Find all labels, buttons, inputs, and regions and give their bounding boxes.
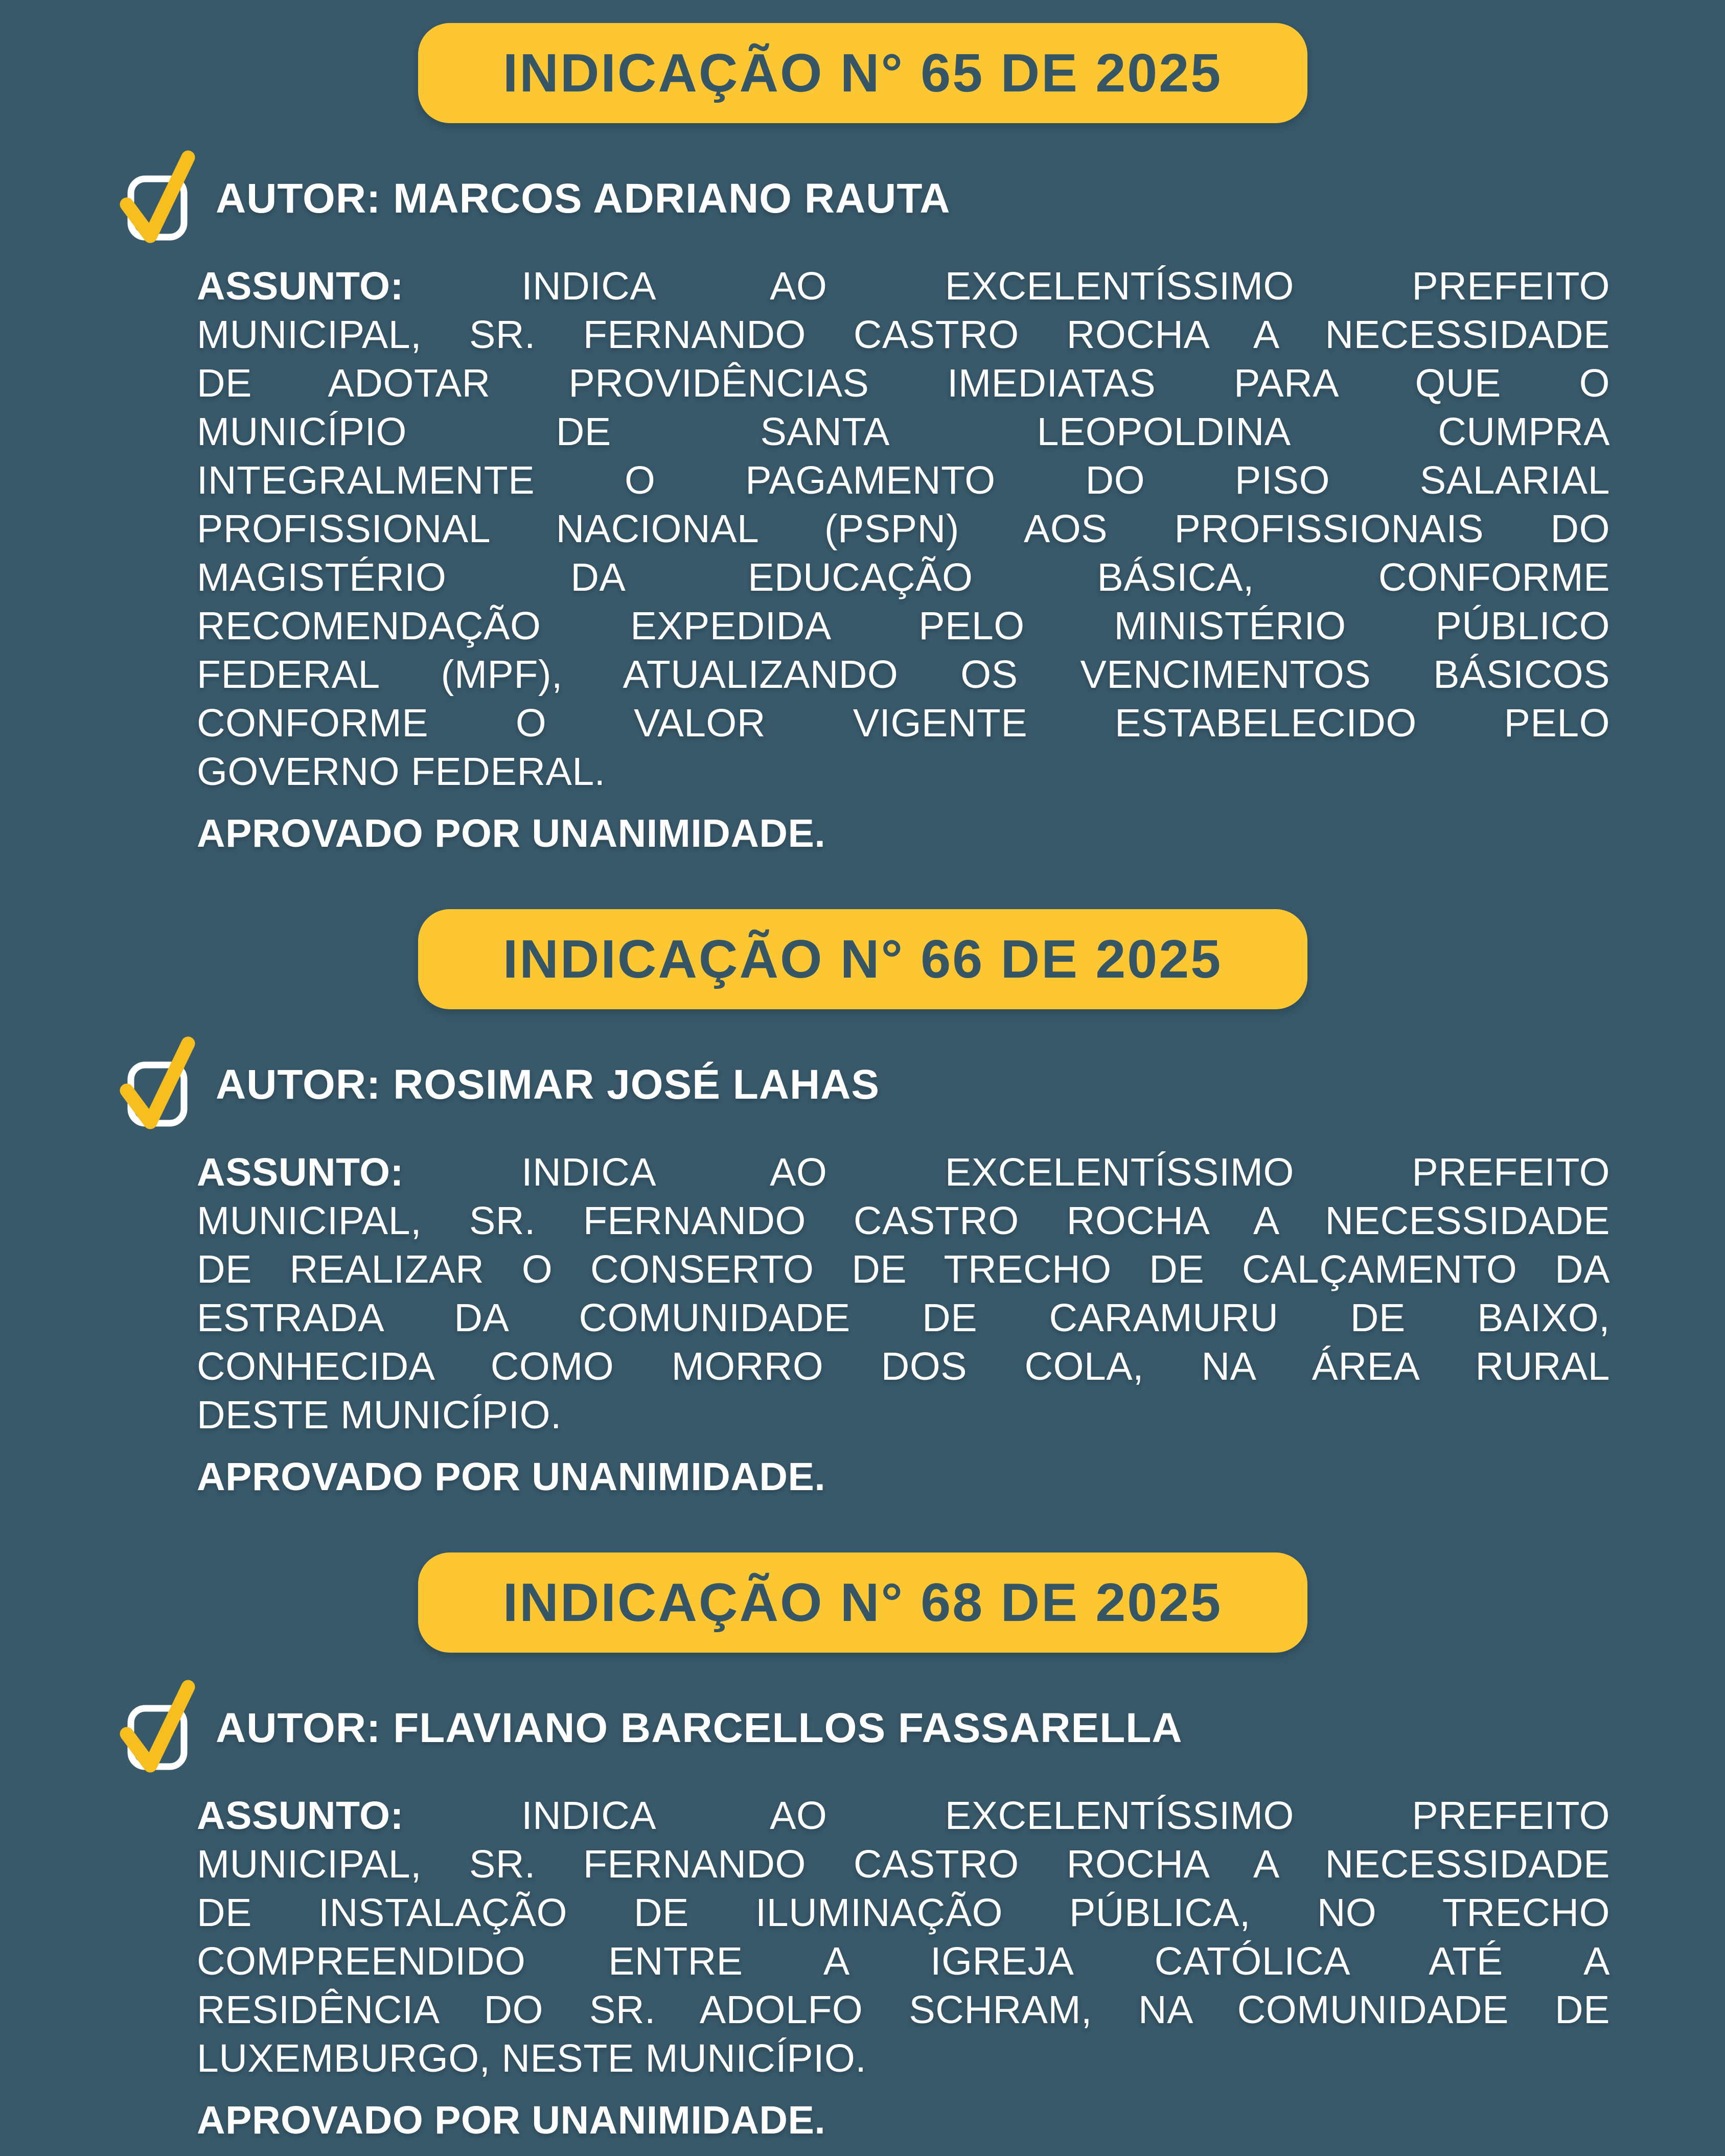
assunto-text: INDICA AO EXCELENTÍSSIMO PREFEITO [521,1794,1610,1838]
paragraph-last-line: GOVERNO FEDERAL. [197,750,606,794]
assunto-label: ASSUNTO: [197,264,404,308]
paragraph-line: FEDERAL (MPF), ATUALIZANDO OS VENCIMENTOS BÁSICOS [197,653,1610,697]
paragraph-line: COMPREENDIDO ENTRE A IGREJA CATÓLICA ATÉ A [197,1939,1610,1983]
author-row [123,1687,1725,1769]
approved-status-text: APROVADO POR UNANIMIDADE. [197,1455,826,1499]
author-label: AUTOR: FLAVIANO BARCELLOS FASSARELLA [216,1705,1183,1751]
paragraph-line: PROFISSIONAL NACIONAL (PSPN) AOS PROFISSIONAIS DO [197,507,1610,551]
assunto-paragraph [197,262,1610,858]
assunto-line [197,262,1610,311]
paragraph-line: RECOMENDAÇÃO EXPEDIDA PELO MINISTÉRIO PÚBLICO [197,604,1610,648]
indication-badge-title: INDICAÇÃO N° 68 DE 2025 [502,1572,1223,1633]
paragraph-line: ESTRADA DA COMUNIDADE DE CARAMURU DE BAIXO, [197,1296,1610,1340]
approved-status-text: APROVADO POR UNANIMIDADE. [197,812,826,855]
indication-badge [418,23,1307,123]
assunto-line [197,1148,1610,1197]
checkbox-checked-icon [123,1684,194,1773]
paragraph-line: INTEGRALMENTE O PAGAMENTO DO PISO SALARIAL [197,458,1610,502]
indication-section-66 [0,909,1725,1501]
author-label: AUTOR: MARCOS ADRIANO RAUTA [216,175,951,222]
assunto-text: INDICA AO EXCELENTÍSSIMO PREFEITO [521,1150,1610,1194]
author-row [123,1044,1725,1126]
indication-section-65 [0,23,1725,858]
assunto-text: INDICA AO EXCELENTÍSSIMO PREFEITO [521,264,1610,308]
paragraph-line: CONHECIDA COMO MORRO DOS COLA, NA ÁREA RURAL [197,1344,1610,1388]
paragraph-last-line: LUXEMBURGO, NESTE MUNICÍPIO. [197,2036,867,2080]
assunto-label: ASSUNTO: [197,1794,404,1838]
paragraph-line: MUNICIPAL, SR. FERNANDO CASTRO ROCHA A NECESSIDADE [197,1199,1610,1243]
assunto-label: ASSUNTO: [197,1150,404,1194]
paragraph-line: MUNICIPAL, SR. FERNANDO CASTRO ROCHA A NECESSIDADE [197,1842,1610,1886]
author-label: AUTOR: ROSIMAR JOSÉ LAHAS [216,1061,880,1108]
paragraph-line: DE ADOTAR PROVIDÊNCIAS IMEDIATAS PARA QUE O [197,361,1610,405]
assunto-paragraph [197,1148,1610,1501]
paragraph-line: RESIDÊNCIA DO SR. ADOLFO SCHRAM, NA COMUNIDADE DE [197,1988,1610,2032]
assunto-line [197,1792,1610,1840]
checkbox-checked-icon [123,154,194,244]
indication-badge [418,1552,1307,1653]
checkbox-checked-icon [123,1040,194,1130]
paragraph-line: CONFORME O VALOR VIGENTE ESTABELECIDO PELO [197,701,1610,745]
paragraph-line: MAGISTÉRIO DA EDUCAÇÃO BÁSICA, CONFORME [197,555,1610,599]
paragraph-line: DE INSTALAÇÃO DE ILUMINAÇÃO PÚBLICA, NO TRECHO [197,1891,1610,1935]
indication-section-68 [0,1552,1725,2145]
paragraph-line: MUNICIPAL, SR. FERNANDO CASTRO ROCHA A NECESSIDADE [197,313,1610,357]
assunto-paragraph [197,1792,1610,2145]
paragraph-last-line: DESTE MUNICÍPIO. [197,1393,562,1437]
indication-badge [418,909,1307,1009]
approved-status-text: APROVADO POR UNANIMIDADE. [197,2098,826,2142]
paragraph-line: MUNICÍPIO DE SANTA LEOPOLDINA CUMPRA [197,410,1610,454]
author-row [123,158,1725,240]
indication-badge-title: INDICAÇÃO N° 65 DE 2025 [502,42,1223,103]
indication-badge-title: INDICAÇÃO N° 66 DE 2025 [502,929,1223,989]
paragraph-line: DE REALIZAR O CONSERTO DE TRECHO DE CALÇAMENTO DA [197,1247,1610,1291]
